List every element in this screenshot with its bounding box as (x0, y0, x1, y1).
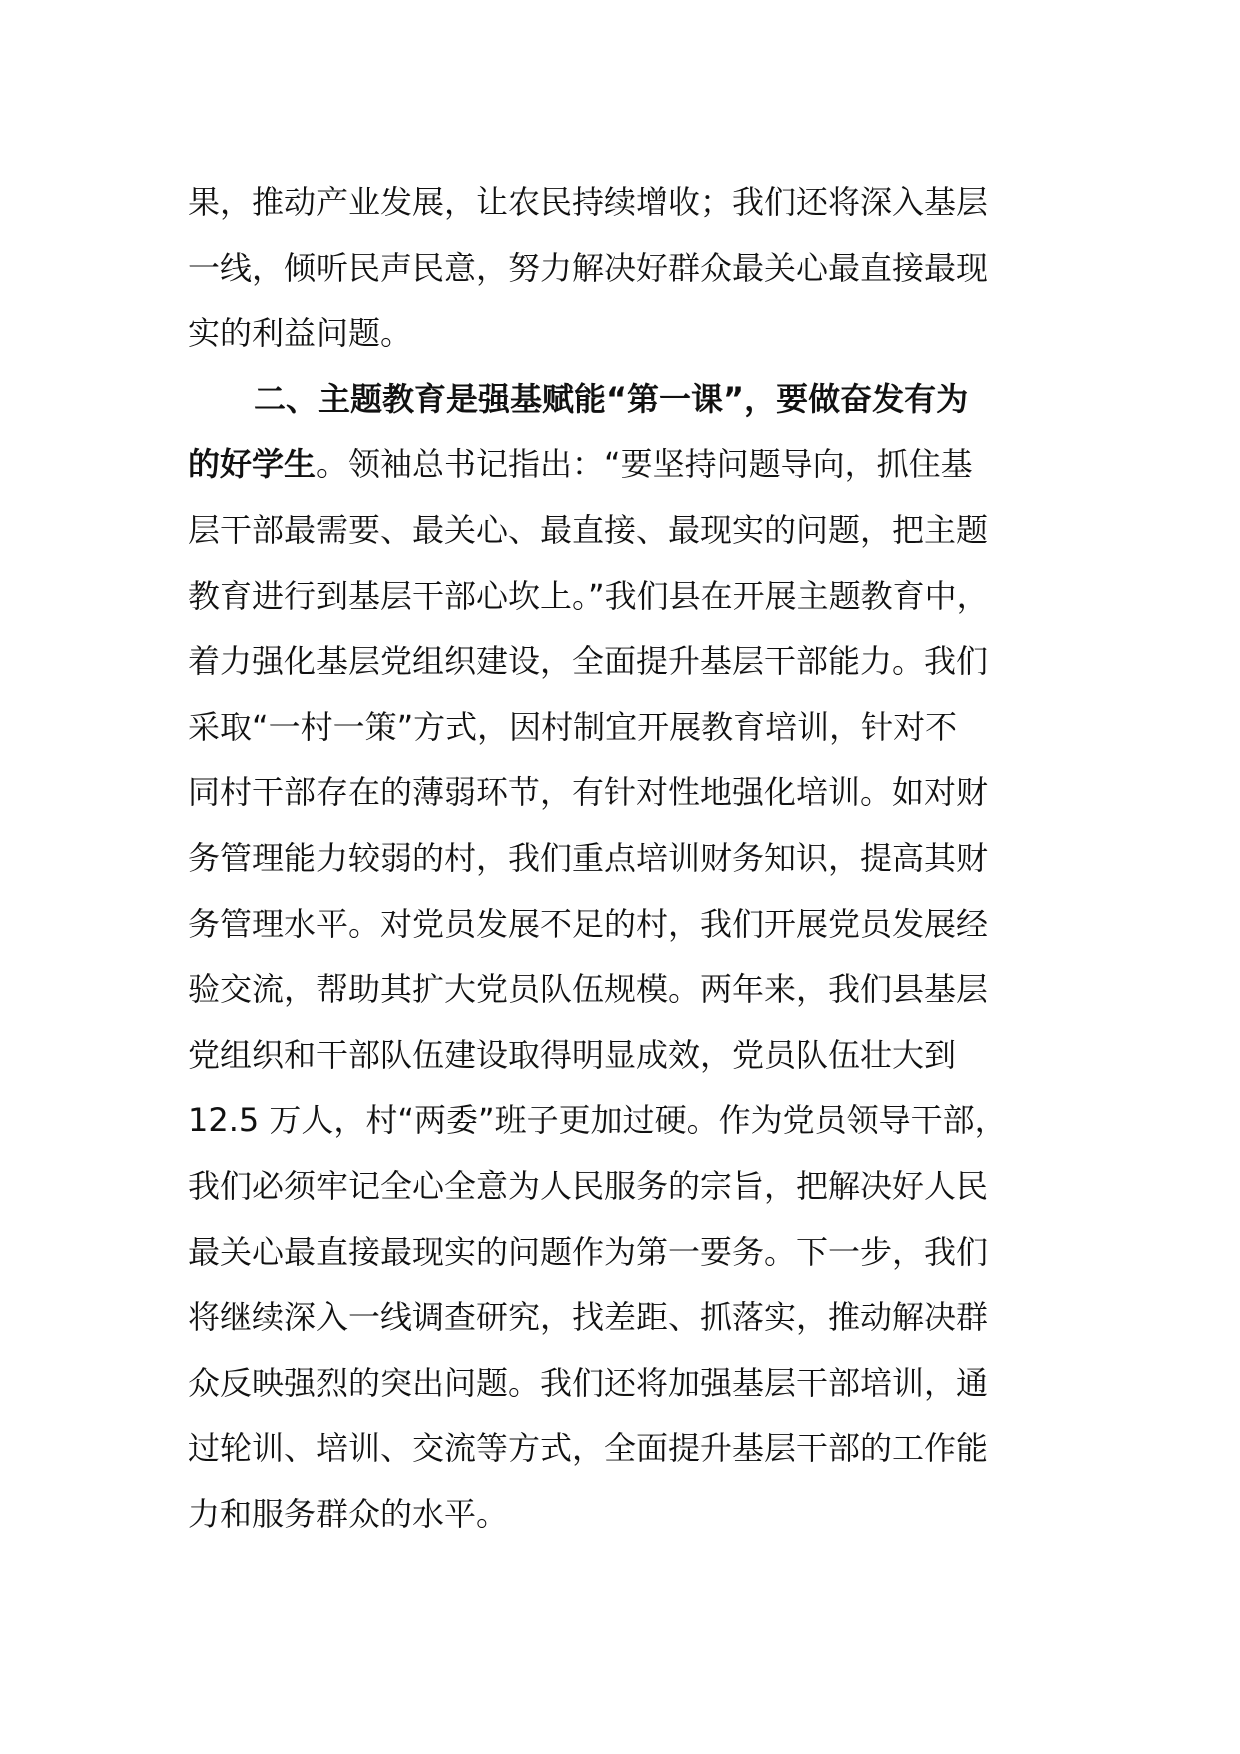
text-line: 实的利益问题。 (188, 314, 413, 353)
text-line: 力和服务群众的水平。 (188, 1494, 509, 1533)
text-line: 验交流，帮助其扩大党员队伍规模。两年来，我们县基层 (188, 970, 989, 1009)
text-line: 众反映强烈的突出问题。我们还将加强基层干部培训，通 (188, 1363, 989, 1402)
document-body (188, 170, 1088, 1613)
section-heading-end: 的好学生 (188, 445, 317, 484)
text-line: 务管理水平。对党员发展不足的村，我们开展党员发展经 (188, 904, 989, 943)
paragraph-2 (188, 367, 1088, 1613)
text-line: 党组织和干部队伍建设取得明显成效，党员队伍壮大到 (188, 1035, 957, 1074)
section-heading: 二、主题教育是强基赋能“第一课”，要做奋发有为 (254, 379, 969, 418)
text-line: 果，推动产业发展，让农民持续增收；我们还将深入基层 (188, 183, 989, 221)
text-line: 层干部最需要、最关心、最直接、最现实的问题，把主题 (188, 510, 989, 549)
text-line (188, 432, 1088, 498)
text-segment: 。领袖总书记指出：“要坚持问题导向，抓住基 (316, 445, 973, 484)
text-line: 采取“一村一策”方式，因村制宜开展教育培训，针对不 (188, 707, 958, 746)
paragraph-1 (188, 170, 1088, 367)
text-line: 同村干部存在的薄弱环节，有针对性地强化培训。如对财 (188, 773, 989, 812)
text-line: 务管理能力较弱的村，我们重点培训财务知识，提高其财 (188, 838, 989, 877)
text-line: 教育进行到基层干部心坎上。”我们县在开展主题教育中， (188, 576, 989, 615)
text-line: 着力强化基层党组织建设，全面提升基层干部能力。我们 (188, 642, 989, 681)
text-line: 我们必须牢记全心全意为人民服务的宗旨，把解决好人民 (188, 1166, 989, 1205)
text-line: 最关心最直接最现实的问题作为第一要务。下一步，我们 (188, 1232, 989, 1271)
text-line: 过轮训、培训、交流等方式，全面提升基层干部的工作能 (188, 1429, 989, 1468)
text-line (188, 1547, 1088, 1613)
text-line: 将继续深入一线调查研究，找差距、抓落实，推动解决群 (188, 1298, 989, 1337)
text-line: 一线，倾听民声民意，努力解决好群众最关心最直接最现 (188, 248, 989, 287)
text-line: 12.5 万人，村“两委”班子更加过硬。作为党员领导干部， (188, 1101, 1007, 1140)
